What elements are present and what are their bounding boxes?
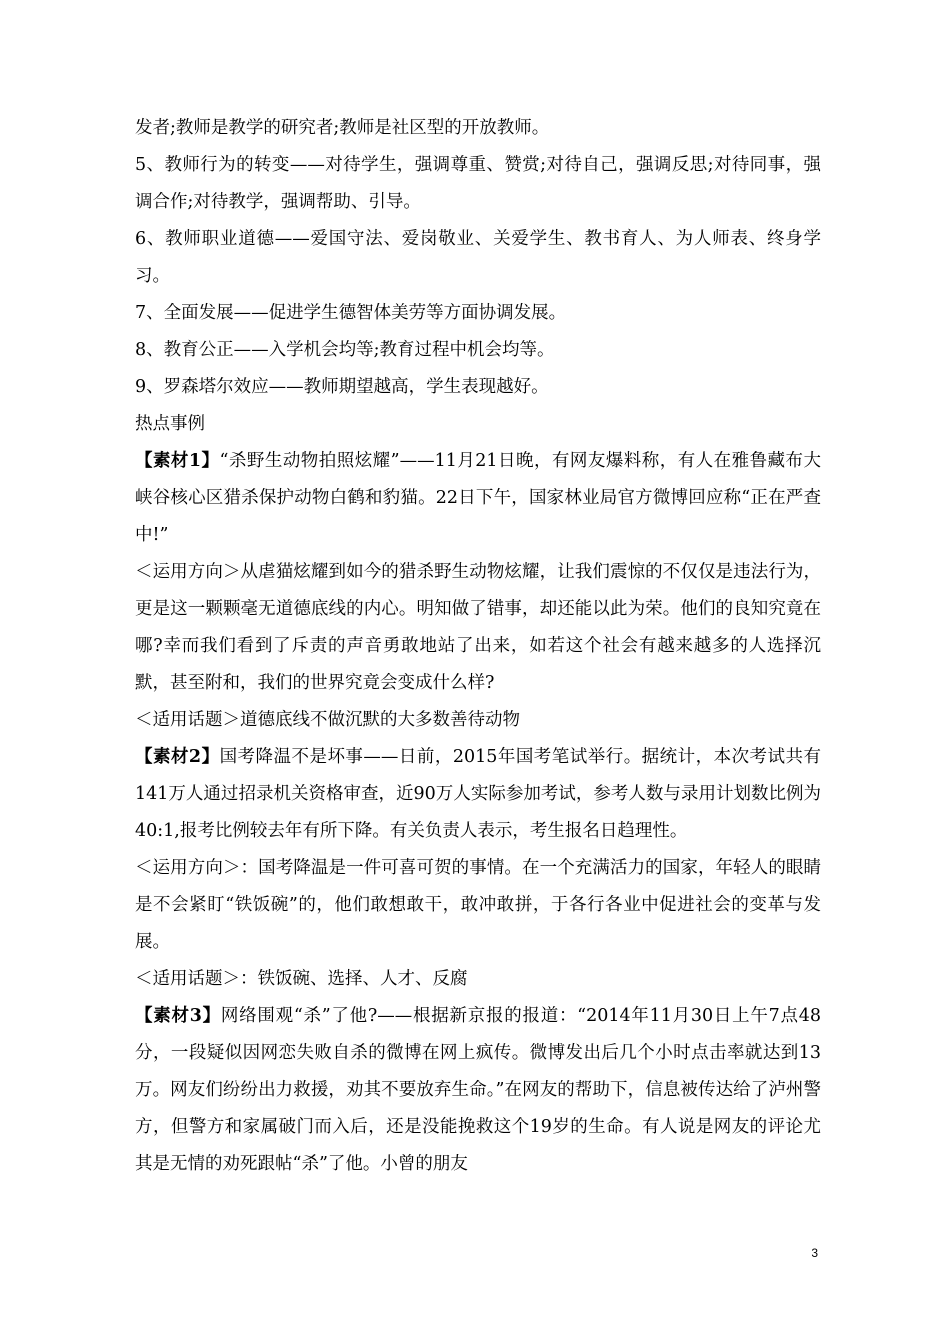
paragraph-5: 8、教育公正——入学机会均等;教育过程中机会均等。	[135, 340, 555, 360]
page-number: 3	[811, 1246, 818, 1260]
material-1-topics: ＜适用话题＞道德底线不做沉默的大多数善待动物	[135, 710, 520, 730]
section-heading: 热点事例	[135, 414, 205, 434]
material-2: 【素材2】国考降温不是坏事——日前，2015年国考笔试举行。据统计，本次考试共有141万人通过招录机关资格审查，近90万人实际参加考试，参考人数与录用计划数比例为40:1,报考比例较去年有所下降。有关负责人表示，考生报名日趋理性。	[135, 747, 821, 841]
material-1-direction: ＜运用方向＞从虐猫炫耀到如今的猎杀野生动物炫耀，让我们震惊的不仅仅是违法行为，更是这一颗颗毫无道德底线的内心。明知做了错事，却还能以此为荣。他们的良知究竟在哪?幸而我们看到了斥责的声音勇敢地站了出来，如若这个社会有越来越多的人选择沉默，甚至附和，我们的世界究竟会变成什么样?	[135, 562, 821, 693]
paragraph-1: 发者;教师是教学的研究者;教师是社区型的开放教师。	[135, 118, 550, 138]
paragraph-4: 7、全面发展——促进学生德智体美劳等方面协调发展。	[135, 303, 567, 323]
material-3-label: 【素材3】	[135, 1006, 221, 1026]
material-2-topics: ＜适用话题＞：铁饭碗、选择、人才、反腐	[135, 969, 468, 989]
paragraph-2: 5、教师行为的转变——对待学生，强调尊重、赞赏;对待自己，强调反思;对待同事，强调合作;对待教学，强调帮助、引导。	[135, 155, 821, 212]
paragraph-3: 6、教师职业道德——爱国守法、爱岗敬业、关爱学生、教书育人、为人师表、终身学习。	[135, 229, 821, 286]
material-2-direction: ＜运用方向＞：国考降温是一件可喜可贺的事情。在一个充满活力的国家，年轻人的眼睛是不会紧盯“铁饭碗”的，他们敢想敢干，敢冲敢拼，于各行各业中促进社会的变革与发展。	[135, 858, 821, 952]
material-1-label: 【素材1】	[135, 451, 220, 471]
material-1: 【素材1】“杀野生动物拍照炫耀”——11月21日晚，有网友爆料称，有人在雅鲁藏布大峡谷核心区猎杀保护动物白鹤和豹猫。22日下午，国家林业局官方微博回应称“正在严查中!”	[135, 451, 821, 545]
paragraph-6: 9、罗森塔尔效应——教师期望越高，学生表现越好。	[135, 377, 549, 397]
material-2-label: 【素材2】	[135, 747, 220, 767]
page-content	[135, 110, 821, 1183]
material-3: 【素材3】网络围观“杀”了他?——根据新京报的报道：“2014年11月30日上午7点48分，一段疑似因网恋失败自杀的微博在网上疯传。微博发出后几个小时点击率就达到13万。网友们纷纷出力救援，劝其不要放弃生命。”在网友的帮助下，信息被传达给了泸州警方，但警方和家属破门而入后，还是没能挽救这个19岁的生命。有人说是网友的评论尤其是无情的劝死跟帖“杀”了他。小曾的朋友	[135, 1006, 821, 1174]
